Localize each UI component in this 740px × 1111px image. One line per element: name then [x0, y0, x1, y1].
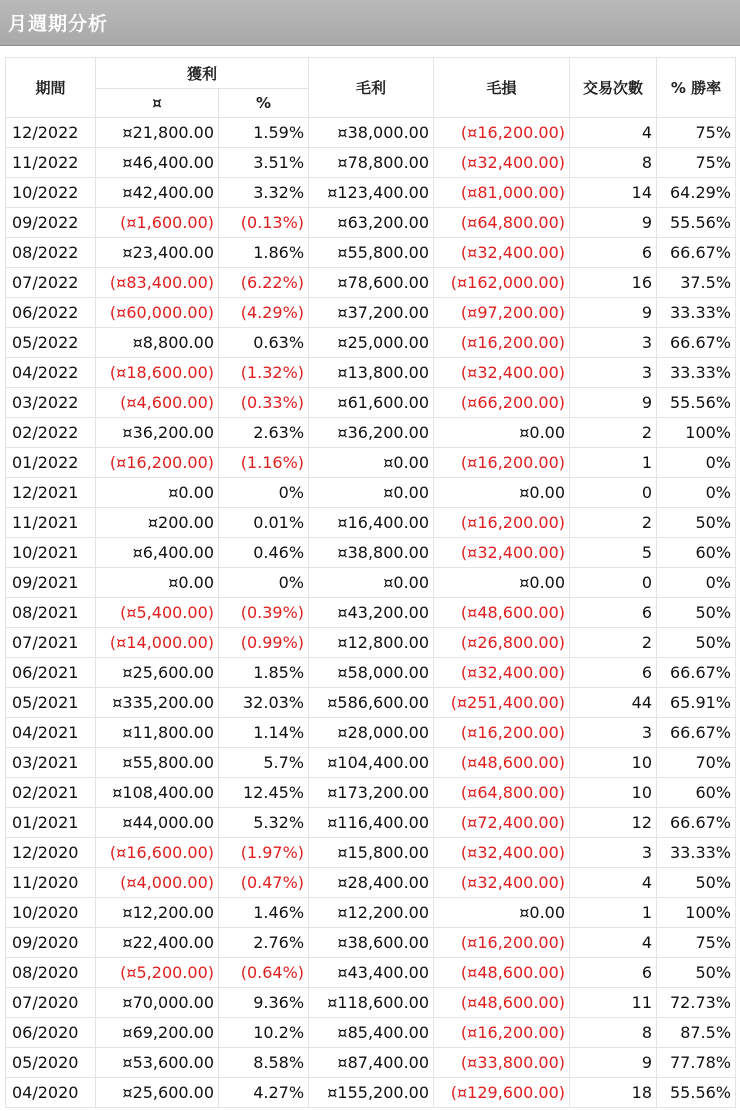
cell-profit-percent: (0.33%)	[219, 388, 309, 418]
cell-gross-profit: ¤15,800.00	[309, 838, 434, 868]
cell-win-rate: 33.33%	[657, 838, 736, 868]
column-header-profit-percent[interactable]: %	[219, 89, 309, 118]
cell-profit-percent: (0.99%)	[219, 628, 309, 658]
cell-gross-profit: ¤104,400.00	[309, 748, 434, 778]
cell-win-rate: 50%	[657, 958, 736, 988]
table-row[interactable]	[6, 688, 736, 718]
cell-trades: 16	[570, 268, 657, 298]
cell-profit-percent: (4.29%)	[219, 298, 309, 328]
cell-trades: 1	[570, 448, 657, 478]
cell-gross-profit: ¤43,400.00	[309, 958, 434, 988]
cell-profit-percent: (0.64%)	[219, 958, 309, 988]
cell-profit-amount: (¤4,000.00)	[96, 868, 219, 898]
cell-period: 08/2021	[6, 598, 96, 628]
cell-profit-amount: (¤5,400.00)	[96, 598, 219, 628]
cell-gross-loss: (¤32,400.00)	[434, 358, 570, 388]
table-row[interactable]	[6, 958, 736, 988]
cell-win-rate: 0%	[657, 448, 736, 478]
cell-period: 04/2022	[6, 358, 96, 388]
cell-profit-amount: ¤25,600.00	[96, 658, 219, 688]
cell-win-rate: 33.33%	[657, 358, 736, 388]
cell-profit-amount: ¤335,200.00	[96, 688, 219, 718]
cell-profit-percent: (6.22%)	[219, 268, 309, 298]
cell-profit-amount: ¤25,600.00	[96, 1078, 219, 1108]
cell-profit-percent: (0.47%)	[219, 868, 309, 898]
cell-trades: 6	[570, 958, 657, 988]
cell-period: 01/2021	[6, 808, 96, 838]
cell-gross-loss: (¤48,600.00)	[434, 988, 570, 1018]
cell-profit-percent: 2.63%	[219, 418, 309, 448]
cell-profit-percent: 0.46%	[219, 538, 309, 568]
cell-profit-percent: 1.86%	[219, 238, 309, 268]
cell-profit-amount: (¤60,000.00)	[96, 298, 219, 328]
table-row[interactable]	[6, 748, 736, 778]
table-row[interactable]	[6, 1078, 736, 1108]
cell-period: 03/2022	[6, 388, 96, 418]
cell-win-rate: 75%	[657, 928, 736, 958]
cell-period: 10/2021	[6, 538, 96, 568]
cell-profit-amount: (¤4,600.00)	[96, 388, 219, 418]
cell-profit-amount: (¤16,200.00)	[96, 448, 219, 478]
cell-profit-amount: ¤0.00	[96, 568, 219, 598]
cell-gross-loss: (¤64,800.00)	[434, 778, 570, 808]
cell-period: 11/2022	[6, 148, 96, 178]
table-row[interactable]	[6, 238, 736, 268]
cell-period: 06/2020	[6, 1018, 96, 1048]
cell-win-rate: 75%	[657, 148, 736, 178]
cell-trades: 5	[570, 538, 657, 568]
cell-gross-profit: ¤87,400.00	[309, 1048, 434, 1078]
table-row[interactable]	[6, 448, 736, 478]
cell-period: 12/2022	[6, 118, 96, 148]
cell-gross-loss: ¤0.00	[434, 478, 570, 508]
cell-gross-loss: (¤26,800.00)	[434, 628, 570, 658]
cell-profit-amount: ¤55,800.00	[96, 748, 219, 778]
cell-gross-loss: (¤162,000.00)	[434, 268, 570, 298]
cell-trades: 6	[570, 658, 657, 688]
table-row[interactable]	[6, 568, 736, 598]
cell-trades: 10	[570, 778, 657, 808]
cell-profit-percent: 12.45%	[219, 778, 309, 808]
cell-profit-amount: ¤23,400.00	[96, 238, 219, 268]
cell-gross-loss: (¤32,400.00)	[434, 658, 570, 688]
cell-gross-profit: ¤16,400.00	[309, 508, 434, 538]
cell-gross-profit: ¤85,400.00	[309, 1018, 434, 1048]
cell-win-rate: 70%	[657, 748, 736, 778]
table-row[interactable]	[6, 478, 736, 508]
cell-trades: 2	[570, 628, 657, 658]
cell-profit-amount: ¤42,400.00	[96, 178, 219, 208]
cell-profit-amount: ¤22,400.00	[96, 928, 219, 958]
table-body	[6, 118, 736, 1108]
cell-win-rate: 66.67%	[657, 718, 736, 748]
table-row[interactable]	[6, 148, 736, 178]
cell-profit-percent: 4.27%	[219, 1078, 309, 1108]
cell-win-rate: 100%	[657, 418, 736, 448]
cell-gross-loss: (¤16,200.00)	[434, 1018, 570, 1048]
cell-profit-amount: ¤11,800.00	[96, 718, 219, 748]
cell-trades: 4	[570, 868, 657, 898]
cell-gross-profit: ¤28,000.00	[309, 718, 434, 748]
cell-profit-percent: 8.58%	[219, 1048, 309, 1078]
cell-gross-loss: ¤0.00	[434, 568, 570, 598]
cell-profit-amount: (¤1,600.00)	[96, 208, 219, 238]
cell-gross-profit: ¤123,400.00	[309, 178, 434, 208]
cell-trades: 3	[570, 328, 657, 358]
table-row[interactable]	[6, 358, 736, 388]
cell-gross-loss: (¤16,200.00)	[434, 928, 570, 958]
cell-period: 01/2022	[6, 448, 96, 478]
table-row[interactable]	[6, 838, 736, 868]
cell-win-rate: 50%	[657, 868, 736, 898]
cell-profit-percent: 0.01%	[219, 508, 309, 538]
cell-profit-percent: 1.14%	[219, 718, 309, 748]
monthly-analysis-table	[5, 57, 736, 1108]
cell-period: 11/2020	[6, 868, 96, 898]
cell-profit-percent: 0.63%	[219, 328, 309, 358]
cell-gross-profit: ¤13,800.00	[309, 358, 434, 388]
cell-win-rate: 55.56%	[657, 208, 736, 238]
table-row[interactable]	[6, 538, 736, 568]
cell-trades: 9	[570, 208, 657, 238]
cell-period: 11/2021	[6, 508, 96, 538]
column-header-profit-amount[interactable]: ¤	[96, 89, 219, 118]
cell-gross-profit: ¤118,600.00	[309, 988, 434, 1018]
cell-profit-percent: 10.2%	[219, 1018, 309, 1048]
table-row[interactable]	[6, 778, 736, 808]
cell-gross-profit: ¤38,800.00	[309, 538, 434, 568]
cell-period: 07/2022	[6, 268, 96, 298]
cell-gross-loss: ¤0.00	[434, 418, 570, 448]
cell-period: 10/2020	[6, 898, 96, 928]
cell-trades: 4	[570, 118, 657, 148]
table-row[interactable]	[6, 328, 736, 358]
cell-win-rate: 0%	[657, 568, 736, 598]
cell-gross-loss: (¤97,200.00)	[434, 298, 570, 328]
cell-profit-percent: (1.32%)	[219, 358, 309, 388]
cell-trades: 3	[570, 358, 657, 388]
cell-win-rate: 55.56%	[657, 1078, 736, 1108]
cell-trades: 9	[570, 388, 657, 418]
cell-win-rate: 66.67%	[657, 328, 736, 358]
cell-gross-loss: (¤48,600.00)	[434, 748, 570, 778]
cell-win-rate: 72.73%	[657, 988, 736, 1018]
table-row[interactable]	[6, 808, 736, 838]
cell-profit-amount: ¤46,400.00	[96, 148, 219, 178]
cell-gross-profit: ¤63,200.00	[309, 208, 434, 238]
cell-gross-profit: ¤12,800.00	[309, 628, 434, 658]
cell-gross-profit: ¤38,000.00	[309, 118, 434, 148]
table-row[interactable]	[6, 208, 736, 238]
cell-period: 09/2022	[6, 208, 96, 238]
cell-gross-loss: (¤81,000.00)	[434, 178, 570, 208]
cell-gross-profit: ¤25,000.00	[309, 328, 434, 358]
cell-gross-profit: ¤55,800.00	[309, 238, 434, 268]
cell-profit-percent: 3.51%	[219, 148, 309, 178]
cell-profit-percent: 0%	[219, 568, 309, 598]
cell-period: 02/2022	[6, 418, 96, 448]
cell-profit-amount: (¤14,000.00)	[96, 628, 219, 658]
cell-period: 04/2020	[6, 1078, 96, 1108]
cell-gross-loss: (¤129,600.00)	[434, 1078, 570, 1108]
cell-profit-amount: ¤200.00	[96, 508, 219, 538]
cell-period: 09/2020	[6, 928, 96, 958]
cell-gross-profit: ¤37,200.00	[309, 298, 434, 328]
cell-period: 10/2022	[6, 178, 96, 208]
panel-title: 月週期分析	[8, 13, 109, 35]
cell-gross-profit: ¤0.00	[309, 448, 434, 478]
cell-profit-amount: (¤18,600.00)	[96, 358, 219, 388]
cell-profit-percent: 1.85%	[219, 658, 309, 688]
cell-profit-percent: (0.39%)	[219, 598, 309, 628]
table-row[interactable]	[6, 868, 736, 898]
cell-trades: 6	[570, 598, 657, 628]
cell-gross-profit: ¤61,600.00	[309, 388, 434, 418]
cell-profit-percent: 5.32%	[219, 808, 309, 838]
cell-gross-loss: (¤16,200.00)	[434, 328, 570, 358]
cell-gross-loss: (¤16,200.00)	[434, 508, 570, 538]
cell-gross-loss: (¤48,600.00)	[434, 598, 570, 628]
cell-trades: 3	[570, 838, 657, 868]
cell-trades: 44	[570, 688, 657, 718]
column-header-gross-profit[interactable]: 毛利	[309, 58, 434, 118]
cell-gross-profit: ¤78,600.00	[309, 268, 434, 298]
cell-profit-percent: (1.97%)	[219, 838, 309, 868]
cell-gross-profit: ¤586,600.00	[309, 688, 434, 718]
cell-profit-amount: ¤36,200.00	[96, 418, 219, 448]
cell-period: 02/2021	[6, 778, 96, 808]
cell-gross-loss: (¤48,600.00)	[434, 958, 570, 988]
cell-gross-profit: ¤43,200.00	[309, 598, 434, 628]
cell-trades: 3	[570, 718, 657, 748]
cell-profit-percent: 0%	[219, 478, 309, 508]
cell-gross-loss: (¤251,400.00)	[434, 688, 570, 718]
table-row[interactable]	[6, 1048, 736, 1078]
table-row[interactable]	[6, 928, 736, 958]
table-row[interactable]	[6, 718, 736, 748]
column-header-profit: 獲利	[96, 58, 309, 89]
cell-win-rate: 60%	[657, 778, 736, 808]
cell-gross-loss: (¤66,200.00)	[434, 388, 570, 418]
cell-profit-amount: ¤44,000.00	[96, 808, 219, 838]
cell-period: 09/2021	[6, 568, 96, 598]
cell-profit-percent: (1.16%)	[219, 448, 309, 478]
cell-trades: 18	[570, 1078, 657, 1108]
cell-profit-percent: (0.13%)	[219, 208, 309, 238]
cell-profit-amount: ¤69,200.00	[96, 1018, 219, 1048]
monthly-analysis-table-container	[5, 57, 735, 1108]
cell-gross-loss: (¤32,400.00)	[434, 538, 570, 568]
cell-gross-profit: ¤116,400.00	[309, 808, 434, 838]
cell-win-rate: 66.67%	[657, 808, 736, 838]
cell-profit-percent: 32.03%	[219, 688, 309, 718]
cell-gross-profit: ¤58,000.00	[309, 658, 434, 688]
cell-trades: 14	[570, 178, 657, 208]
cell-period: 08/2022	[6, 238, 96, 268]
cell-gross-profit: ¤173,200.00	[309, 778, 434, 808]
cell-profit-amount: (¤16,600.00)	[96, 838, 219, 868]
cell-gross-loss: (¤16,200.00)	[434, 118, 570, 148]
cell-trades: 8	[570, 1018, 657, 1048]
cell-gross-loss: (¤16,200.00)	[434, 718, 570, 748]
table-row[interactable]	[6, 388, 736, 418]
cell-profit-percent: 1.46%	[219, 898, 309, 928]
cell-trades: 4	[570, 928, 657, 958]
cell-trades: 12	[570, 808, 657, 838]
cell-win-rate: 64.29%	[657, 178, 736, 208]
cell-trades: 8	[570, 148, 657, 178]
cell-period: 05/2022	[6, 328, 96, 358]
cell-win-rate: 33.33%	[657, 298, 736, 328]
cell-gross-loss: (¤32,400.00)	[434, 868, 570, 898]
cell-win-rate: 50%	[657, 508, 736, 538]
cell-win-rate: 50%	[657, 598, 736, 628]
cell-gross-loss: (¤32,400.00)	[434, 838, 570, 868]
cell-gross-profit: ¤155,200.00	[309, 1078, 434, 1108]
cell-profit-percent: 1.59%	[219, 118, 309, 148]
cell-gross-profit: ¤0.00	[309, 568, 434, 598]
cell-profit-amount: ¤108,400.00	[96, 778, 219, 808]
cell-trades: 2	[570, 508, 657, 538]
column-header-gross-loss[interactable]: 毛損	[434, 58, 570, 118]
cell-gross-profit: ¤12,200.00	[309, 898, 434, 928]
cell-profit-amount: (¤5,200.00)	[96, 958, 219, 988]
cell-gross-loss: ¤0.00	[434, 898, 570, 928]
table-row[interactable]	[6, 1018, 736, 1048]
table-row[interactable]	[6, 628, 736, 658]
cell-period: 06/2022	[6, 298, 96, 328]
cell-profit-amount: ¤0.00	[96, 478, 219, 508]
cell-win-rate: 0%	[657, 478, 736, 508]
table-row[interactable]	[6, 988, 736, 1018]
cell-profit-amount: ¤8,800.00	[96, 328, 219, 358]
cell-gross-profit: ¤0.00	[309, 478, 434, 508]
cell-profit-percent: 3.32%	[219, 178, 309, 208]
cell-win-rate: 100%	[657, 898, 736, 928]
cell-win-rate: 60%	[657, 538, 736, 568]
table-row[interactable]	[6, 898, 736, 928]
cell-trades: 11	[570, 988, 657, 1018]
cell-win-rate: 65.91%	[657, 688, 736, 718]
cell-period: 07/2020	[6, 988, 96, 1018]
column-header-trades[interactable]: 交易次數	[570, 58, 657, 118]
cell-win-rate: 55.56%	[657, 388, 736, 418]
cell-profit-percent: 9.36%	[219, 988, 309, 1018]
cell-period: 07/2021	[6, 628, 96, 658]
cell-trades: 6	[570, 238, 657, 268]
cell-profit-percent: 5.7%	[219, 748, 309, 778]
cell-profit-percent: 2.76%	[219, 928, 309, 958]
cell-period: 04/2021	[6, 718, 96, 748]
cell-win-rate: 77.78%	[657, 1048, 736, 1078]
cell-period: 08/2020	[6, 958, 96, 988]
table-row[interactable]	[6, 508, 736, 538]
cell-win-rate: 66.67%	[657, 658, 736, 688]
table-row[interactable]	[6, 268, 736, 298]
cell-gross-loss: (¤72,400.00)	[434, 808, 570, 838]
cell-trades: 9	[570, 1048, 657, 1078]
table-row[interactable]	[6, 418, 736, 448]
cell-win-rate: 87.5%	[657, 1018, 736, 1048]
cell-profit-amount: ¤70,000.00	[96, 988, 219, 1018]
table-row[interactable]	[6, 298, 736, 328]
table-header	[6, 58, 736, 118]
cell-trades: 10	[570, 748, 657, 778]
cell-win-rate: 50%	[657, 628, 736, 658]
cell-trades: 2	[570, 418, 657, 448]
cell-gross-loss: (¤16,200.00)	[434, 448, 570, 478]
cell-gross-loss: (¤33,800.00)	[434, 1048, 570, 1078]
cell-gross-profit: ¤36,200.00	[309, 418, 434, 448]
cell-win-rate: 37.5%	[657, 268, 736, 298]
cell-gross-profit: ¤78,800.00	[309, 148, 434, 178]
column-header-win-rate[interactable]: % 勝率	[657, 58, 736, 118]
cell-trades: 9	[570, 298, 657, 328]
table-row[interactable]	[6, 118, 736, 148]
column-header-period[interactable]: 期間	[6, 58, 96, 118]
cell-period: 05/2021	[6, 688, 96, 718]
cell-period: 12/2021	[6, 478, 96, 508]
cell-period: 06/2021	[6, 658, 96, 688]
cell-gross-loss: (¤32,400.00)	[434, 238, 570, 268]
table-row[interactable]	[6, 178, 736, 208]
cell-win-rate: 75%	[657, 118, 736, 148]
cell-period: 03/2021	[6, 748, 96, 778]
cell-gross-loss: (¤32,400.00)	[434, 148, 570, 178]
cell-profit-amount: ¤6,400.00	[96, 538, 219, 568]
table-row[interactable]	[6, 598, 736, 628]
cell-profit-amount: ¤21,800.00	[96, 118, 219, 148]
cell-trades: 0	[570, 568, 657, 598]
table-row[interactable]	[6, 658, 736, 688]
cell-gross-profit: ¤28,400.00	[309, 868, 434, 898]
panel-title-bar	[0, 0, 740, 46]
cell-trades: 0	[570, 478, 657, 508]
cell-trades: 1	[570, 898, 657, 928]
cell-gross-loss: (¤64,800.00)	[434, 208, 570, 238]
cell-period: 12/2020	[6, 838, 96, 868]
cell-profit-amount: (¤83,400.00)	[96, 268, 219, 298]
cell-gross-profit: ¤38,600.00	[309, 928, 434, 958]
cell-period: 05/2020	[6, 1048, 96, 1078]
cell-profit-amount: ¤53,600.00	[96, 1048, 219, 1078]
cell-profit-amount: ¤12,200.00	[96, 898, 219, 928]
cell-win-rate: 66.67%	[657, 238, 736, 268]
